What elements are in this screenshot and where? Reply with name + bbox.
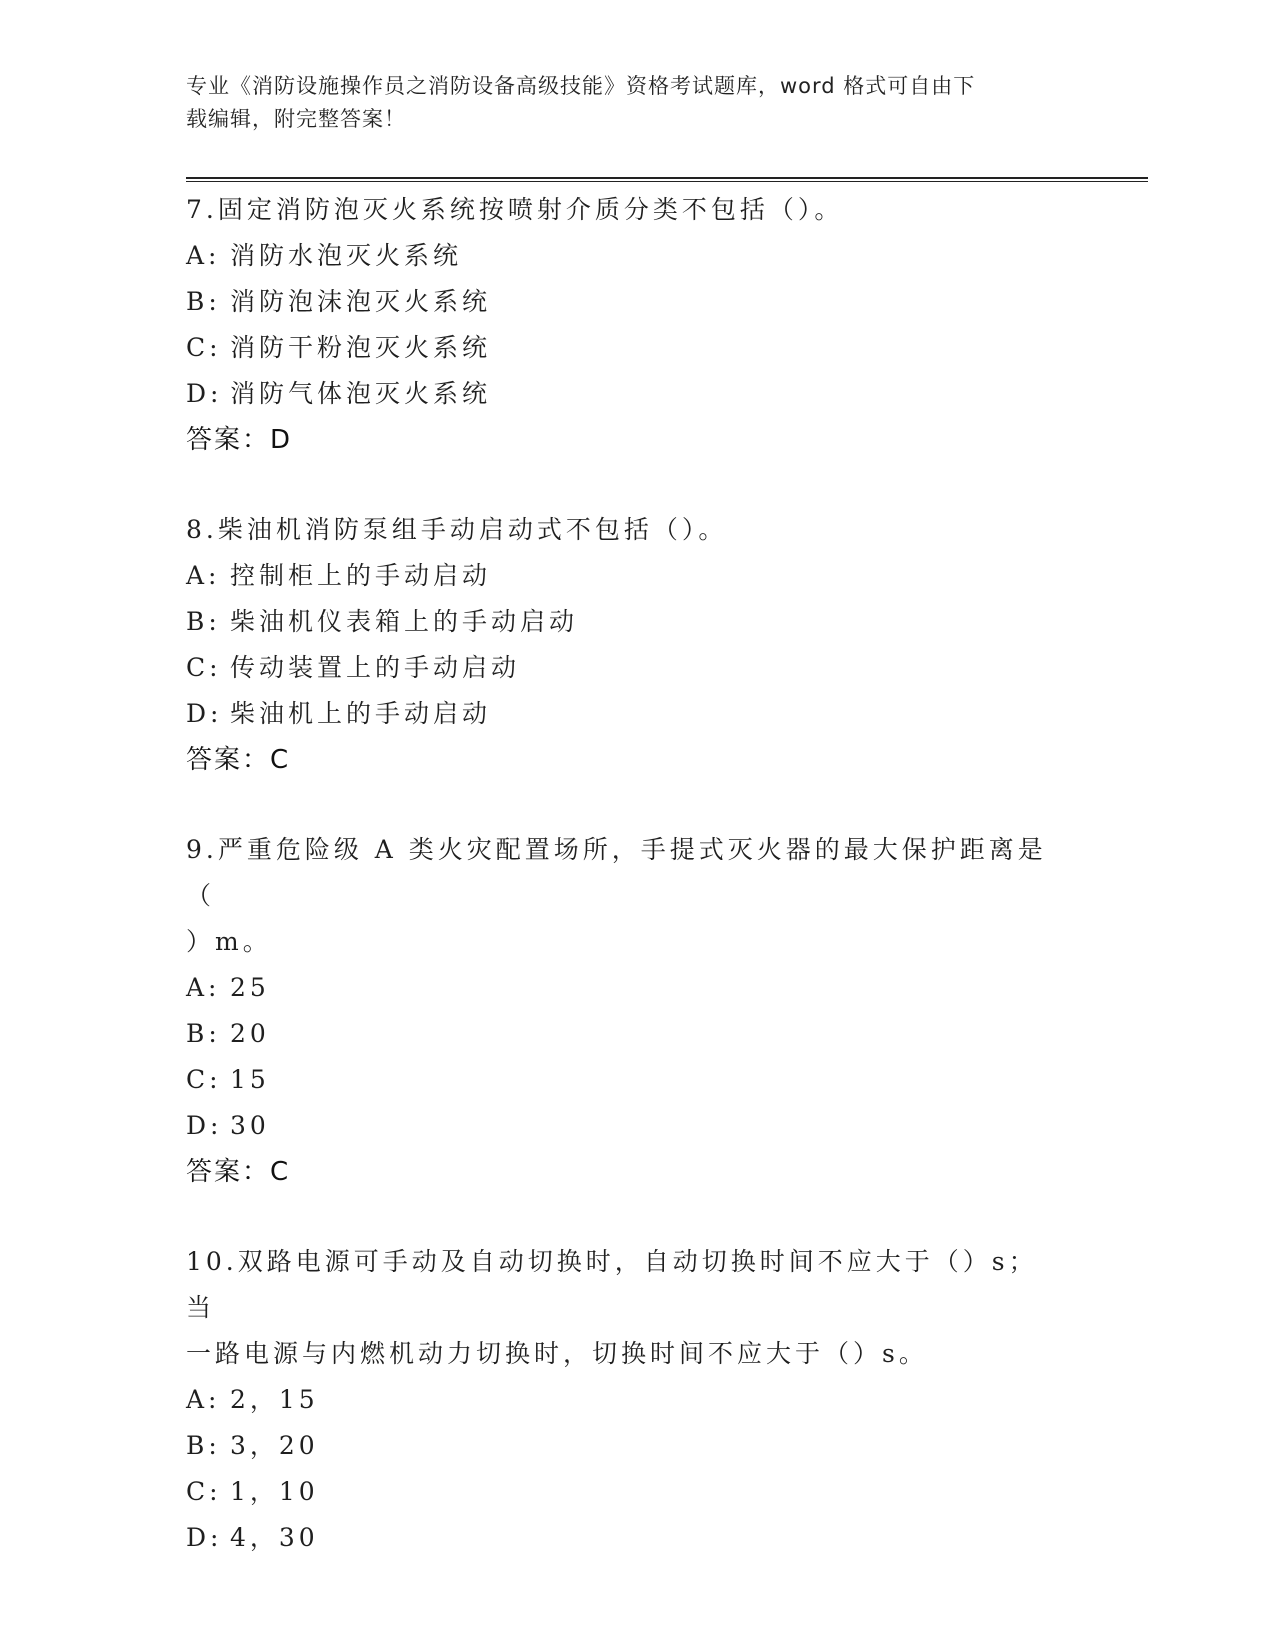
option-text: 20 xyxy=(230,1019,270,1048)
option-text: 4，30 xyxy=(230,1523,319,1552)
question-stem-line-2: ）m。 xyxy=(186,927,272,956)
answer-line: 答案：C xyxy=(186,1157,291,1187)
question-stem-line-1: 10.双路电源可手动及自动切换时，自动切换时间不应大于（）s；当 xyxy=(186,1247,1038,1322)
option-d xyxy=(186,1515,1066,1561)
option-text: 30 xyxy=(230,1111,270,1140)
option-text: 消防泡沫泡灭火系统 xyxy=(230,287,492,316)
option-key: B: xyxy=(186,287,221,316)
option-key: A: xyxy=(186,241,221,270)
option-key: A: xyxy=(186,1385,221,1414)
option-b xyxy=(186,1423,1066,1469)
option-text: 消防气体泡灭火系统 xyxy=(230,379,492,408)
question-stem-line-1: 9.严重危险级 A 类火灾配置场所，手提式灭火器的最大保护距离是（ xyxy=(186,835,1047,910)
question-stem: 7.固定消防泡灭火系统按喷射介质分类不包括（）。 xyxy=(186,195,844,224)
option-key: D: xyxy=(186,1111,223,1140)
option-key: C: xyxy=(186,333,222,362)
option-key: C: xyxy=(186,653,222,682)
option-text: 15 xyxy=(230,1065,270,1094)
option-text: 传动装置上的手动启动 xyxy=(230,653,521,682)
question-8 xyxy=(186,507,1066,783)
question-9 xyxy=(186,827,1066,1195)
option-key: C: xyxy=(186,1065,222,1094)
option-text: 消防水泡灭火系统 xyxy=(230,241,463,270)
option-key: B: xyxy=(186,1431,221,1460)
option-text: 3，20 xyxy=(230,1431,319,1460)
document-header xyxy=(186,70,1066,136)
option-key: B: xyxy=(186,607,221,636)
option-a xyxy=(186,965,1066,1011)
option-key: C: xyxy=(186,1477,222,1506)
option-a xyxy=(186,553,1066,599)
option-b xyxy=(186,279,1066,325)
option-key: A: xyxy=(186,973,221,1002)
question-10 xyxy=(186,1239,1066,1561)
option-text: 25 xyxy=(230,973,270,1002)
option-d xyxy=(186,1103,1066,1149)
option-d xyxy=(186,691,1066,737)
header-divider-thin xyxy=(186,181,1148,182)
option-text: 柴油机仪表箱上的手动启动 xyxy=(230,607,579,636)
option-b xyxy=(186,1011,1066,1057)
option-c xyxy=(186,1469,1066,1515)
option-text: 消防干粉泡灭火系统 xyxy=(230,333,492,362)
question-list xyxy=(186,187,1066,1605)
option-a xyxy=(186,233,1066,279)
option-text: 2，15 xyxy=(230,1385,319,1414)
option-key: B: xyxy=(186,1019,221,1048)
question-stem: 8.柴油机消防泵组手动启动式不包括（）。 xyxy=(186,515,728,544)
answer-line: 答案：D xyxy=(186,425,293,455)
option-c xyxy=(186,325,1066,371)
header-line-1: 专业《消防设施操作员之消防设备高级技能》资格考试题库，word 格式可自由下 xyxy=(186,74,976,98)
header-line-2: 载编辑，附完整答案！ xyxy=(186,107,406,131)
option-key: D: xyxy=(186,379,223,408)
option-c xyxy=(186,1057,1066,1103)
option-b xyxy=(186,599,1066,645)
option-c xyxy=(186,645,1066,691)
option-d xyxy=(186,371,1066,417)
question-stem-line-2: 一路电源与内燃机动力切换时，切换时间不应大于（）s。 xyxy=(186,1339,928,1368)
option-a xyxy=(186,1377,1066,1423)
option-key: A: xyxy=(186,561,221,590)
option-text: 柴油机上的手动启动 xyxy=(230,699,492,728)
option-text: 控制柜上的手动启动 xyxy=(230,561,492,590)
option-key: D: xyxy=(186,1523,223,1552)
answer-line: 答案：C xyxy=(186,745,291,775)
question-7 xyxy=(186,187,1066,463)
option-key: D: xyxy=(186,699,223,728)
option-text: 1，10 xyxy=(230,1477,319,1506)
header-divider-thick xyxy=(186,177,1148,179)
